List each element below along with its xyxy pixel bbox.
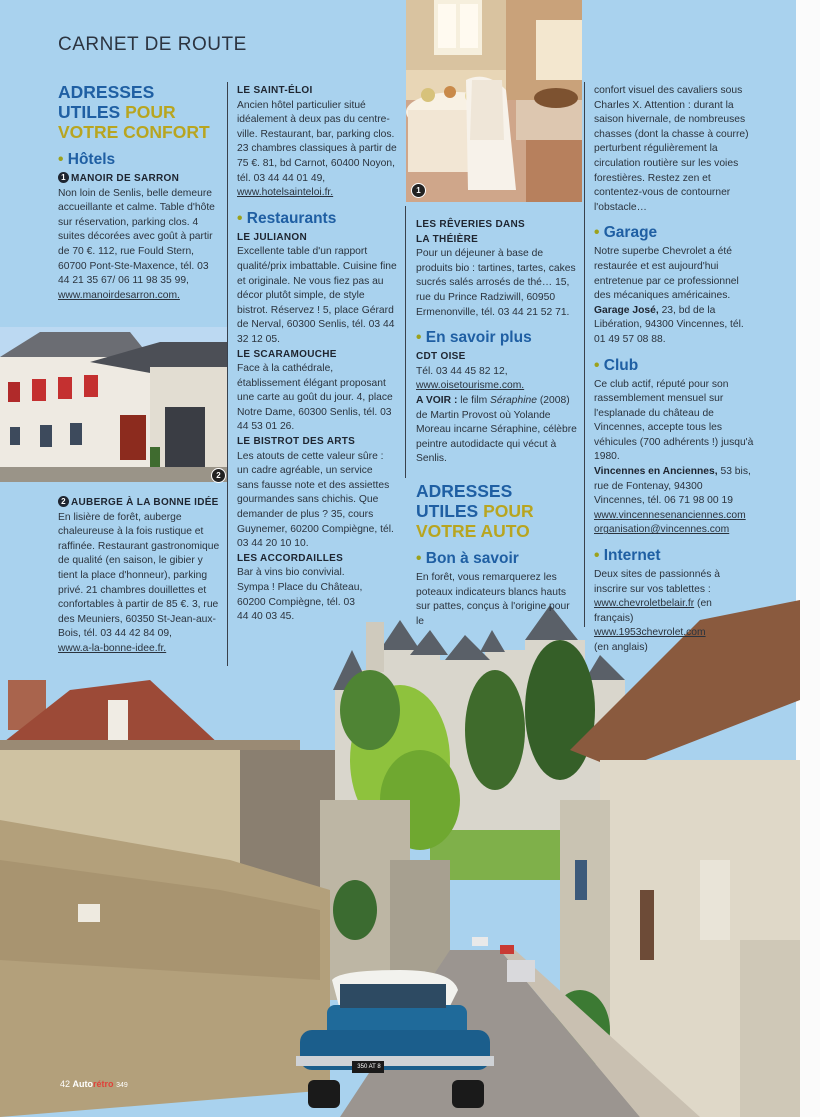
- cdt-name: CDT OISE: [416, 351, 466, 363]
- julianon-name: LE JULIANON: [237, 231, 307, 243]
- page-footer: [60, 1079, 128, 1089]
- internet-title: • Internet: [594, 547, 661, 565]
- garage-address: Garage José, 23, bd de la Libération, 94300 Vincennes, tél. 01 49 57 08 88.: [594, 304, 744, 345]
- bistrot-text: Les atouts de cette valeur sûre : un cadre agréable, un service sans fausse note et des assiettes gourmandes sans chichis. Que demander de plus ? 35, cours Guynemer, 60200 Compiègne, tél. 03 44 20 10 10.: [237, 450, 394, 550]
- internet-text: Deux sites de passionnés à inscrire sur vos tablettes :: [594, 569, 720, 595]
- internet-link-1[interactable]: www.chevroletbelair.fr: [594, 598, 695, 610]
- column-1: [58, 82, 220, 303]
- saint-eloi-link[interactable]: www.hotelsainteloi.fr.: [237, 187, 334, 199]
- photo-dining-room: [406, 0, 582, 202]
- auberge-name: 2 AUBERGE À LA BONNE IDÉE: [58, 496, 222, 511]
- en-savoir-title: • En savoir plus: [416, 329, 532, 347]
- cont-text: confort visuel des cavaliers sous Charles X. Attention : durant la saison hivernale, de nombreuses chasses (dont la chasse à courre) perturbent régulièrement la circulation routière sur les voies forestières. Restez zen et contentez-vous de contourner l'obstacle…: [594, 85, 749, 213]
- bistrot-name: LE BISTROT DES ARTS: [237, 436, 356, 448]
- heading-confort: ADRESSES UTILES POUR VOTRE CONFORT: [58, 82, 210, 142]
- magazine-issue: 349: [116, 1082, 128, 1089]
- internet-note-2: (en anglais): [594, 642, 648, 653]
- garage-text: Notre superbe Chevrolet a été restaurée et est aujourd'hui entretenue par ce professionnel des mécaniques américaines.: [594, 246, 739, 302]
- internet-link-2[interactable]: www.1953chevrolet.com: [594, 627, 706, 639]
- photo-auberge: [0, 327, 227, 482]
- magazine-name: Auto: [72, 1079, 94, 1089]
- club-text: Ce club actif, réputé pour son rassemblement mensuel sur l'esplanade du château de Vincennes, accepte tous les véhicules (700 adhérents !) jusqu'à 1980.: [594, 378, 754, 463]
- column-1-lower: [58, 496, 222, 657]
- manoir-text: Non loin de Senlis, belle demeure accueillante et calme. Table d'hôte sur réservation, parking clos. 4 suites décorées avec goût à partir de 70 €. 112, rue Fould Stern, 60700 Pont-Ste-Maxence, tél. 03 44 21 35 67/ 06 11 98 35 99,: [58, 187, 215, 287]
- page-number: 42: [60, 1079, 71, 1089]
- scaramouche-text: Face à la cathédrale, établissement élégant proposant une carte au goût du jour. 4, place Notre Dame, 60300 Senlis, tél. 03 44 53 01 26.: [237, 363, 393, 433]
- auberge-link[interactable]: www.a-la-bonne-idee.fr.: [58, 642, 167, 654]
- club-title: • Club: [594, 356, 639, 374]
- scaramouche-name: LE SCARAMOUCHE: [237, 348, 337, 360]
- photo-2-badge: 2: [211, 468, 226, 483]
- restaurants-title: • Restaurants: [237, 209, 337, 227]
- magazine-name-retro: rétro: [93, 1079, 114, 1089]
- accordailles-name: LES ACCORDAILLES: [237, 552, 344, 564]
- heading-auto: ADRESSES UTILES POUR VOTRE AUTO: [416, 480, 534, 541]
- julianon-text: Excellente table d'un rapport qualité/prix imbattable. Cuisine fine et originale. Ne vous fiez pas au décor plutôt simple, de style bistrot. Réservez ! 5, place Gérard de Nerval, 60300 Senlis, tél. 03 44 32 12 05.: [237, 246, 397, 345]
- cdt-text: Tél. 03 44 45 82 12,: [416, 365, 508, 377]
- column-3: [416, 218, 578, 629]
- reveries-text: Pour un déjeuner à base de produits bio : tartines, tartes, cakes sucrés salés arrosés de thé… 15, rue du Prince Radziwill, 60950 Ermenonville, tél. 03 44 21 52 71.: [416, 248, 576, 318]
- garage-title: • Garage: [594, 224, 658, 242]
- column-rule: [405, 206, 406, 478]
- internet-line-2: [594, 626, 754, 641]
- cdt-link[interactable]: www.oisetourisme.com.: [416, 380, 525, 392]
- manoir-name: 1 MANOIR DE SARRON: [58, 172, 220, 187]
- reveries-name: LES RÊVERIES DANS LA THÉIÈRE: [416, 219, 526, 245]
- bon-title: • Bon à savoir: [416, 549, 519, 567]
- club-address: Vincennes en Anciennes, 53 bis, rue de Fontenay, 94300 Vincennes, tél. 06 71 98 00 19: [594, 466, 751, 507]
- auberge-text: En lisière de forêt, auberge chaleureuse à la fois rustique et raffinée. Restaurant gastronomique de qualité (en saison, le gibier y tient la place d'honneur), parking privé. 21 chambres douillettes et confortables à partir de 85 €. 3, rue des Meuniers, 60350 St-Jean-aux-Bois, tél. 03 44 42 84 09,: [58, 511, 220, 640]
- column-rule: [584, 82, 585, 627]
- a-voir-text: A VOIR : le film Séraphine (2008) de Martin Provost où Yolande Moreau incarne Séraphine, célèbre peintre autodidacte qui vécut à Senlis.: [416, 394, 577, 465]
- photo-1-badge: 1: [411, 183, 426, 198]
- column-2: [237, 84, 397, 625]
- manoir-link[interactable]: www.manoirdesarron.com.: [58, 289, 180, 301]
- saint-eloi-name: LE SAINT-ÉLOI: [237, 85, 313, 96]
- saint-eloi-text: Ancien hôtel particulier situé idéalement à deux pas du centre-ville. Restaurant, bar, parking clos. 23 chambres classiques à partir de 75 €. 81, bd Carnot, 60400 Noyon, tél. 03 44 44 01 49,: [237, 99, 397, 184]
- bon-text: En forêt, vous remarquerez les poteaux indicateurs blancs hauts sur pattes, conçus à l'origine pour le: [416, 571, 570, 627]
- section-title: CARNET DE ROUTE: [58, 34, 247, 55]
- accordailles-text: Bar à vins bio convivial. Sympa ! Place du Château, 60200 Compiègne, tél. 03 44 40 03 45.: [237, 567, 363, 623]
- internet-line-1: www.chevroletbelair.fr (en français): [594, 598, 712, 624]
- hotels-title: • Hôtels: [58, 151, 116, 168]
- club-link[interactable]: www.vincennesenanciennes.com: [594, 509, 746, 521]
- club-email[interactable]: organisation@vincennes.com: [594, 524, 730, 536]
- column-4: [594, 84, 754, 656]
- license-plate: 350 AT 8: [357, 1064, 381, 1070]
